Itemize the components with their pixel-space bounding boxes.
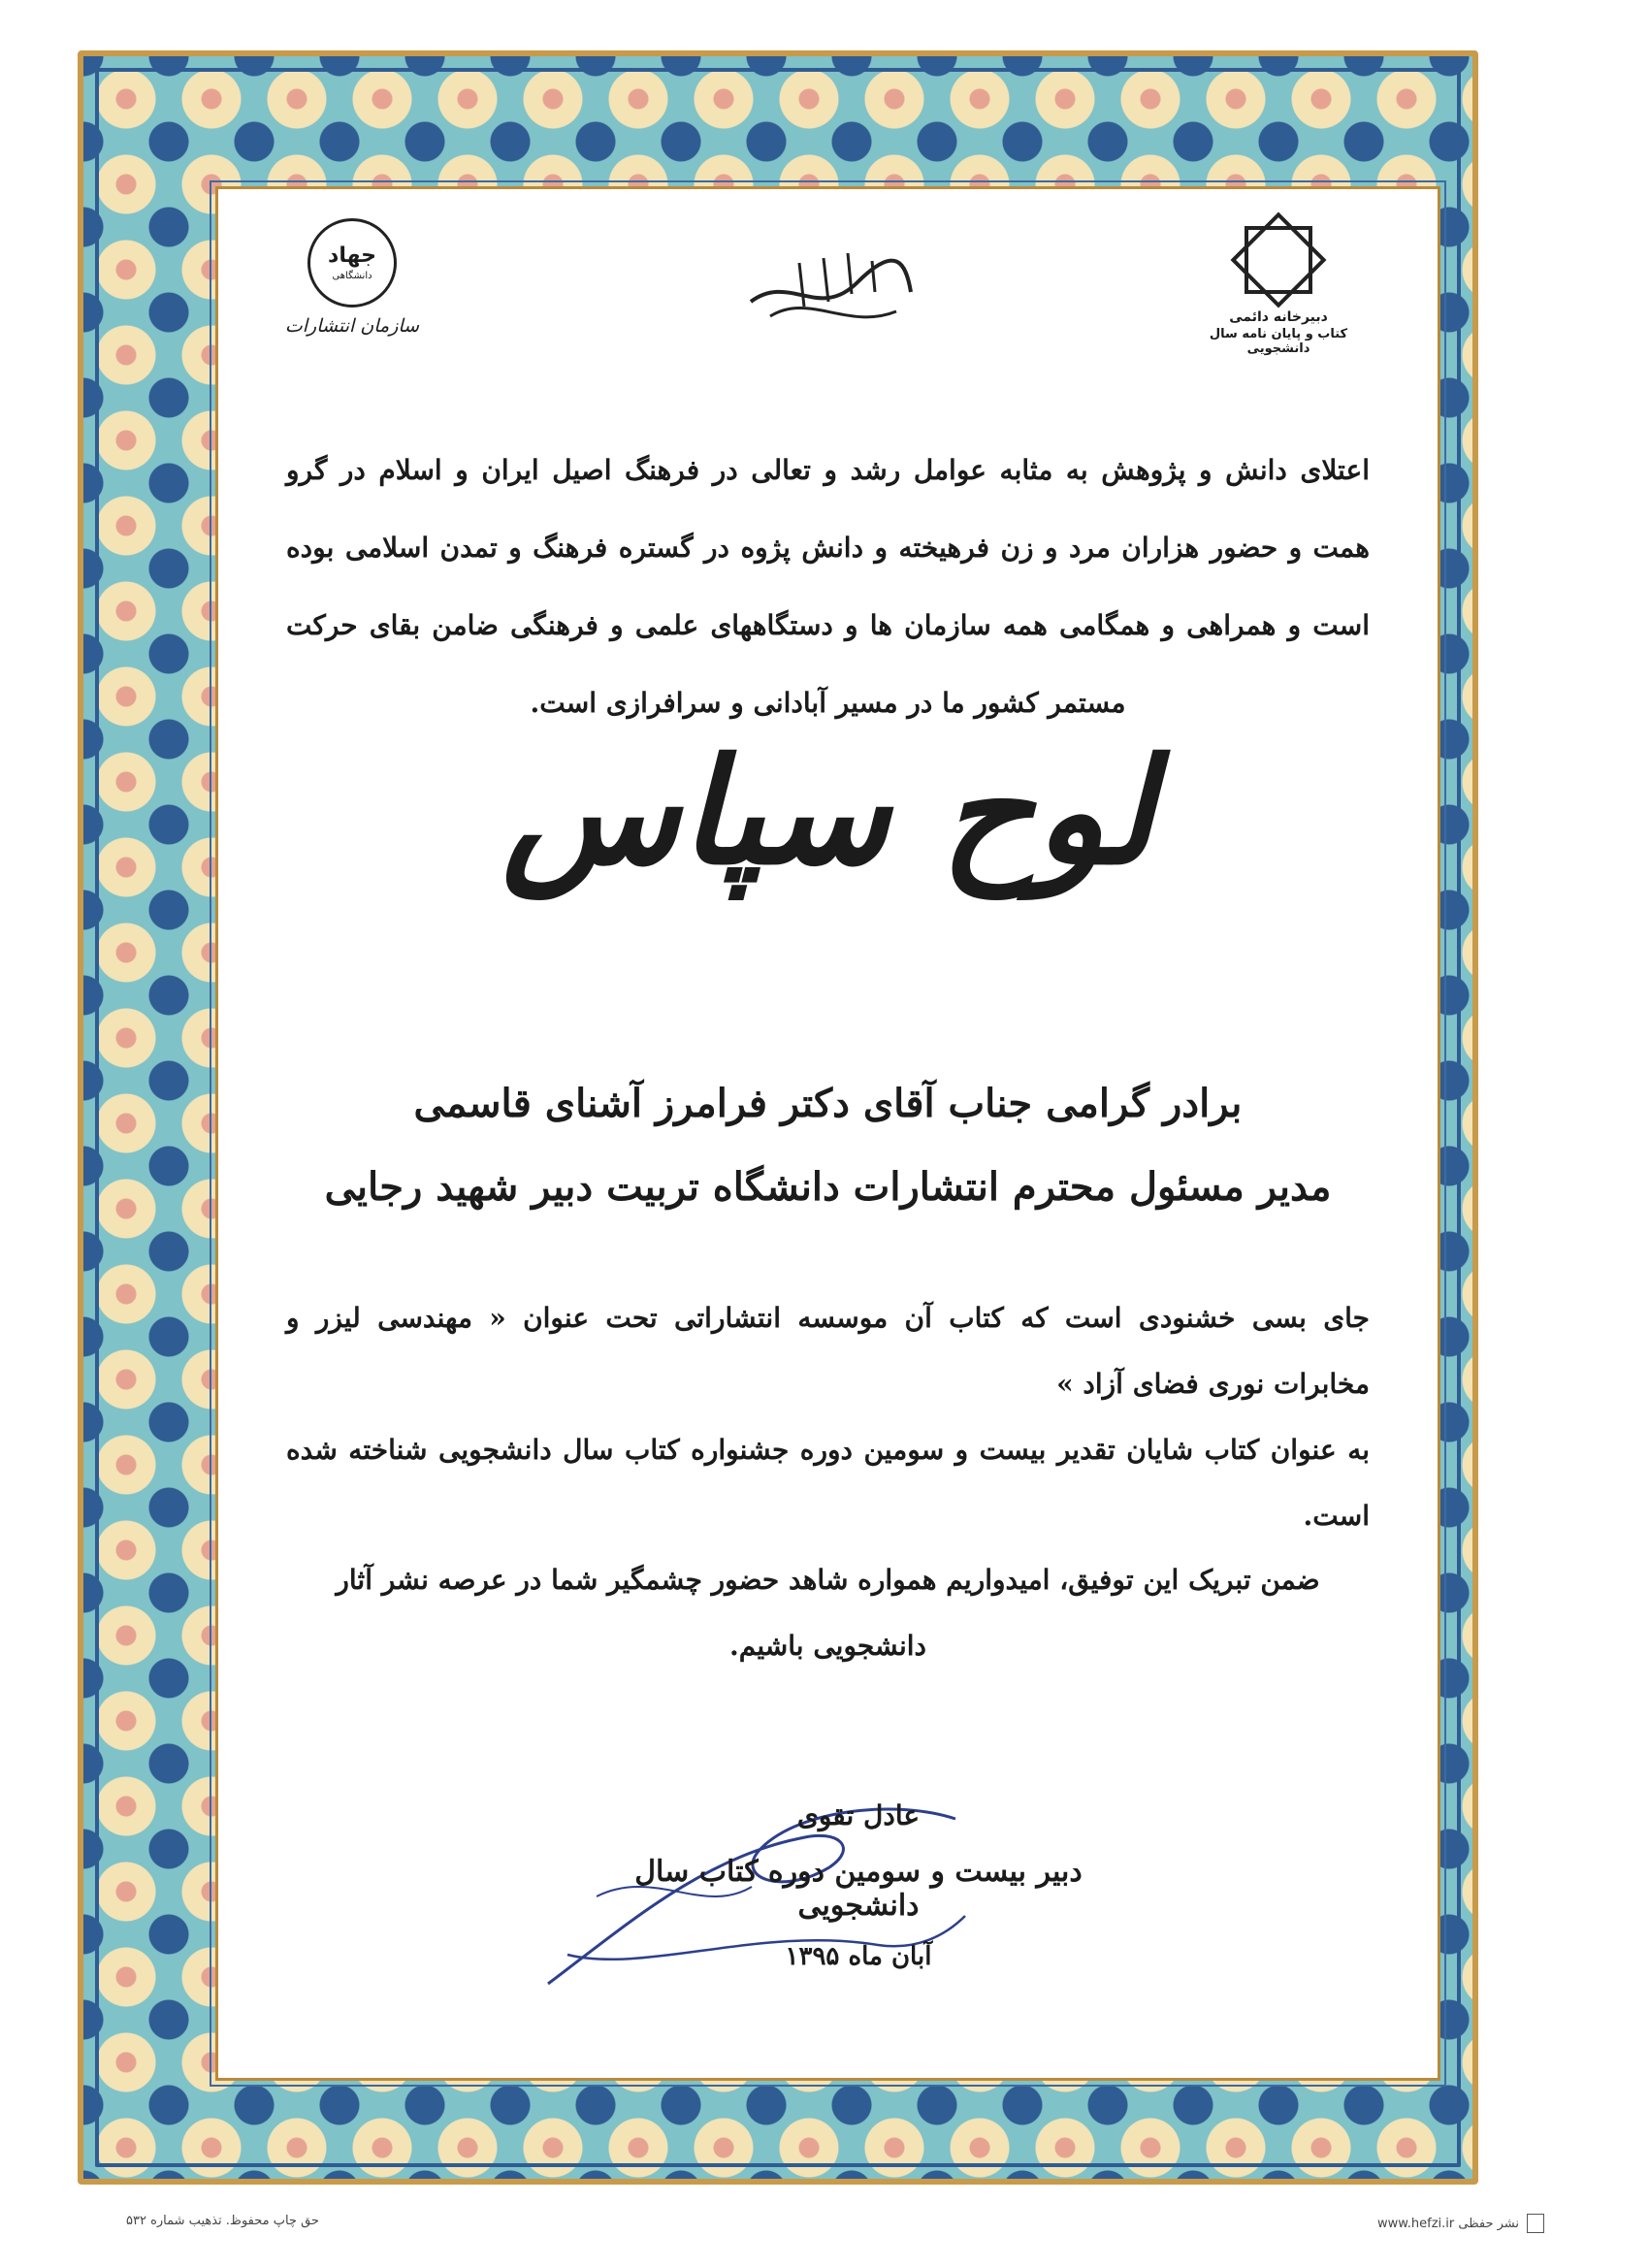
copyright-footer: حق چاپ محفوظ. تذهیب شماره ۵۳۲ — [126, 2214, 319, 2228]
certificate-date: آبان ماه ۱۳۹۵ — [785, 1942, 932, 1971]
secretariat-name-line2: کتاب و پایان نامه سال دانشجویی — [1209, 327, 1348, 356]
recipient-line-2: مدیر مسئول محترم انتشارات دانشگاه تربیت دبیر شهید رجایی — [324, 1164, 1332, 1210]
secretariat-name-line1: دبیرخانه دائمی — [1229, 309, 1328, 325]
seal-sub-text: دانشگاهی — [332, 270, 372, 281]
recipient-block — [276, 1062, 1379, 1229]
signatory-role: دبیر بیست و سومین دوره کتاب سال دانشجویی — [634, 1855, 1083, 1923]
jahad-seal-icon — [307, 218, 397, 308]
publisher-footer — [1377, 2214, 1544, 2233]
basmala-calligraphy-icon — [731, 234, 925, 340]
book-icon — [1527, 2214, 1544, 2233]
praise-line-1: جای بسی خشنودی است که کتاب آن موسسه انتشاراتی تحت عنوان « مهندسی لیزر و مخابرات نوری فضای آزاد » — [286, 1302, 1370, 1400]
certificate-title: لوح سپاس — [501, 727, 1154, 897]
publisher-footer-text: نشر حفظی www.hefzi.ir — [1377, 2216, 1519, 2231]
wish-paragraph: ضمن تبریک این توفیق، امیدواریم همواره شاهد حضور چشمگیر شما در عرصه نشر آثار دانشجویی باشیم. — [336, 1564, 1320, 1662]
signatory-name: عادل تقوی — [796, 1799, 921, 1831]
seal-main-text: جهاد — [328, 243, 376, 268]
secretariat-logo — [1181, 216, 1375, 356]
jahad-publishing-logo — [275, 218, 430, 337]
jahad-caption: سازمان انتشارات — [284, 315, 420, 337]
certificate-panel — [215, 186, 1440, 2081]
star-emblem-icon — [1235, 216, 1322, 304]
recipient-line-1: برادر گرامی جناب آقای دکتر فرامرز آشنای قاسمی — [413, 1081, 1243, 1126]
intro-paragraph: اعتلای دانش و پژوهش به مثابه عوامل رشد و تعالی در فرهنگ اصیل ایران و اسلام در گرو همت و حضور هزاران مرد و زن فرهیخته و دانش پژوه در گستره فرهنگ و تمدن اسلامی بوده است و همراهی و همگامی همه سازمان ها و دستگاههای علمی و فرهنگی ضامن بقای حرکت مستمر کشور ما در مسیر آبادانی و سرافرازی است. — [286, 454, 1370, 719]
signature-block — [587, 1799, 1130, 1971]
praise-paragraph — [286, 1285, 1370, 1549]
praise-line-2: به عنوان کتاب شایان تقدیر بیست و سومین دوره جشنواره کتاب سال دانشجویی شناخته شده است. — [286, 1434, 1370, 1532]
